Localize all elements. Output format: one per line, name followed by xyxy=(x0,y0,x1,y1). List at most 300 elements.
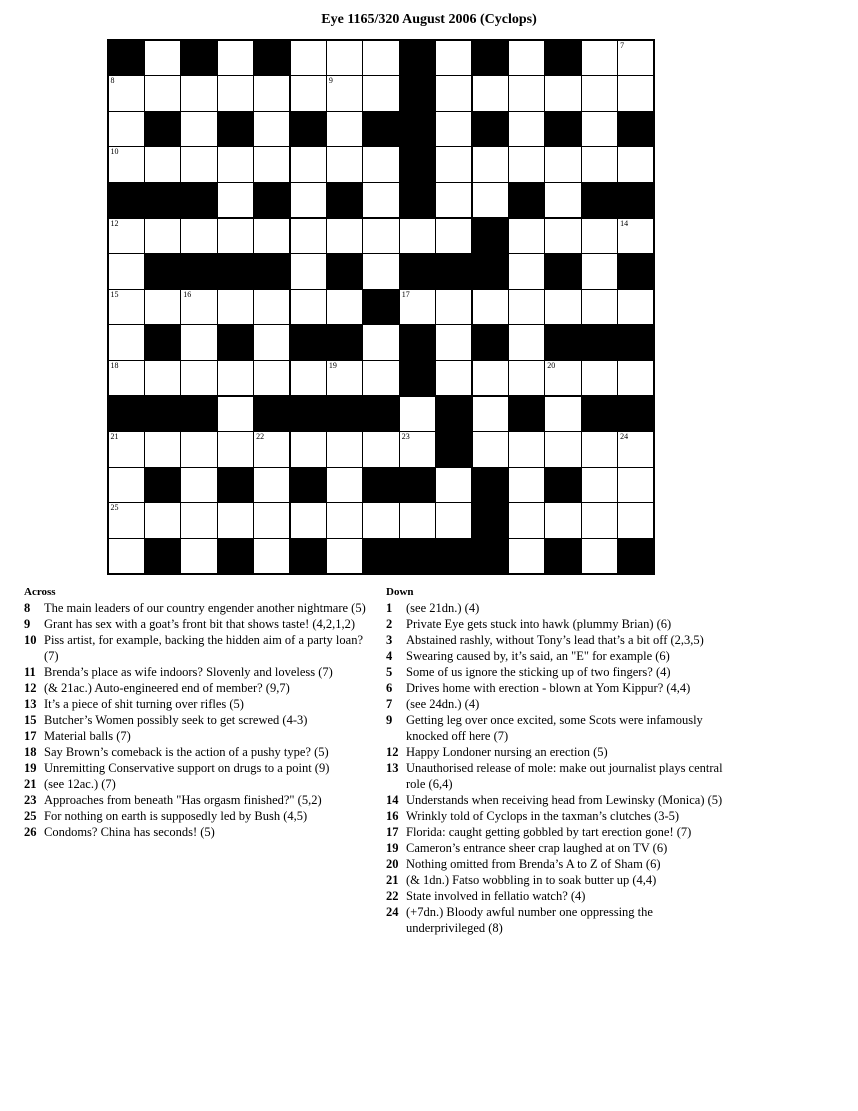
grid-cell[interactable] xyxy=(472,182,509,219)
clue-text: Butcher’s Women possibly seek to get screwed (4-3) xyxy=(44,713,308,727)
grid-cell[interactable] xyxy=(362,75,399,112)
clue-text: Unremitting Conservative support on drugs to a point (9) xyxy=(44,761,330,775)
clue-number: 6 xyxy=(386,681,393,695)
grid-cell[interactable] xyxy=(253,75,290,112)
grid-cell[interactable] xyxy=(508,289,545,326)
grid-cell[interactable] xyxy=(144,289,181,326)
grid-cell[interactable] xyxy=(362,431,399,468)
clue-text: Drives home with erection - blown at Yom Kippur? (4,4) xyxy=(406,681,691,695)
grid-cell[interactable] xyxy=(217,289,254,326)
grid-cell[interactable] xyxy=(617,431,654,468)
clue-number: 17 xyxy=(401,289,410,299)
grid-cell[interactable] xyxy=(581,111,618,148)
grid-cell[interactable] xyxy=(544,396,581,433)
grid-cell[interactable] xyxy=(544,146,581,183)
black-square xyxy=(108,182,145,219)
grid-cell[interactable] xyxy=(362,146,399,183)
grid-cell[interactable] xyxy=(144,431,181,468)
grid-cell[interactable] xyxy=(290,75,327,112)
grid-cell[interactable] xyxy=(326,538,363,575)
clue-text: Condoms? China has seconds! (5) xyxy=(44,825,215,839)
grid-cell[interactable] xyxy=(180,75,217,112)
grid-cell[interactable] xyxy=(399,396,436,433)
down-clues xyxy=(386,585,726,936)
grid-cell[interactable] xyxy=(435,467,472,504)
grid-cell[interactable] xyxy=(581,253,618,290)
clue-number: 19 xyxy=(24,761,37,775)
black-square xyxy=(544,467,581,504)
clue-number: 15 xyxy=(24,713,37,727)
black-square xyxy=(362,467,399,504)
grid-cell[interactable] xyxy=(326,40,363,77)
black-square xyxy=(435,538,472,575)
grid-cell[interactable] xyxy=(217,40,254,77)
clue-text: For nothing on earth is supposedly led by Bush (4,5) xyxy=(44,809,308,823)
grid-cell[interactable] xyxy=(581,218,618,255)
grid-cell[interactable] xyxy=(144,218,181,255)
black-square xyxy=(472,538,509,575)
black-square xyxy=(326,324,363,361)
across-clue xyxy=(24,776,366,792)
down-clue xyxy=(386,648,726,664)
clue-number: 7 xyxy=(620,40,625,50)
clue-text: Happy Londoner nursing an erection (5) xyxy=(406,745,608,759)
grid-cell[interactable] xyxy=(581,40,618,77)
clue-number: 20 xyxy=(386,857,399,871)
clue-number: 24 xyxy=(386,905,399,919)
across-clue xyxy=(24,616,366,632)
grid-cell[interactable] xyxy=(399,502,436,539)
black-square xyxy=(290,467,327,504)
across-clue xyxy=(24,632,366,664)
clue-text: Cameron’s entrance sheer crap laughed at on TV (6) xyxy=(406,841,668,855)
clue-text: (& 21ac.) Auto-engineered end of member? (9,7) xyxy=(44,681,290,695)
grid-cell[interactable] xyxy=(617,289,654,326)
grid-cell[interactable] xyxy=(581,360,618,397)
grid-cell[interactable] xyxy=(508,218,545,255)
clue-number: 25 xyxy=(24,809,37,823)
black-square xyxy=(435,396,472,433)
grid-cell[interactable] xyxy=(508,431,545,468)
black-square xyxy=(326,182,363,219)
clue-number: 12 xyxy=(386,745,399,759)
black-square xyxy=(144,324,181,361)
grid-cell[interactable] xyxy=(581,467,618,504)
clue-text: Florida: caught getting gobbled by tart erection gone! (7) xyxy=(406,825,692,839)
clue-number: 21 xyxy=(24,777,37,791)
grid-cell[interactable] xyxy=(472,289,509,326)
grid-cell[interactable] xyxy=(326,218,363,255)
clue-text: Understands when receiving head from Lewinsky (Monica) (5) xyxy=(406,793,723,807)
clue-number: 16 xyxy=(386,809,399,823)
grid-cell[interactable] xyxy=(581,538,618,575)
grid-cell[interactable] xyxy=(617,40,654,77)
clue-text: (+7dn.) Bloody awful number one oppressing the underprivileged (8) xyxy=(406,905,653,935)
grid-cell[interactable] xyxy=(362,360,399,397)
grid-cell[interactable] xyxy=(508,40,545,77)
black-square xyxy=(544,324,581,361)
clue-text: Material balls (7) xyxy=(44,729,131,743)
grid-cell[interactable] xyxy=(144,360,181,397)
grid-cell[interactable] xyxy=(290,146,327,183)
grid-cell[interactable] xyxy=(290,289,327,326)
grid-cell[interactable] xyxy=(508,75,545,112)
grid-cell[interactable] xyxy=(253,218,290,255)
grid-cell[interactable] xyxy=(435,360,472,397)
grid-cell[interactable] xyxy=(399,218,436,255)
black-square xyxy=(617,111,654,148)
down-clue xyxy=(386,760,726,792)
black-square xyxy=(108,40,145,77)
grid-cell[interactable] xyxy=(217,360,254,397)
black-square xyxy=(290,538,327,575)
black-square xyxy=(581,324,618,361)
black-square xyxy=(326,253,363,290)
clue-text: Piss artist, for example, backing the hidden aim of a party loan? (7) xyxy=(44,633,364,663)
grid-cell[interactable] xyxy=(544,218,581,255)
grid-cell[interactable] xyxy=(435,40,472,77)
grid-cell[interactable] xyxy=(217,431,254,468)
down-clue xyxy=(386,696,726,712)
black-square xyxy=(617,324,654,361)
grid-cell[interactable] xyxy=(362,218,399,255)
grid-cell[interactable] xyxy=(144,146,181,183)
puzzle-title: Eye 1165/320 August 2006 (Cyclops) xyxy=(321,12,537,27)
black-square xyxy=(399,40,436,77)
grid-cell[interactable] xyxy=(362,324,399,361)
black-square xyxy=(144,396,181,433)
down-clue xyxy=(386,840,726,856)
grid-cell[interactable] xyxy=(290,360,327,397)
grid-cell[interactable] xyxy=(290,253,327,290)
across-clue xyxy=(24,808,366,824)
black-square xyxy=(399,360,436,397)
black-square xyxy=(581,396,618,433)
black-square xyxy=(217,467,254,504)
clue-number: 13 xyxy=(386,761,399,775)
clue-number: 3 xyxy=(386,633,393,647)
across-clue xyxy=(24,600,366,616)
grid-cell[interactable] xyxy=(253,431,290,468)
black-square xyxy=(362,538,399,575)
black-square xyxy=(399,324,436,361)
grid-cell[interactable] xyxy=(217,75,254,112)
grid-cell[interactable] xyxy=(290,431,327,468)
clue-number: 15 xyxy=(110,289,119,299)
grid-cell[interactable] xyxy=(326,360,363,397)
clue-text: Say Brown’s comeback is the action of a pushy type? (5) xyxy=(44,745,329,759)
grid-cell[interactable] xyxy=(581,431,618,468)
grid-cell[interactable] xyxy=(108,324,145,361)
grid-cell[interactable] xyxy=(435,324,472,361)
grid-cell[interactable] xyxy=(435,111,472,148)
clue-text: Brenda’s place as wife indoors? Slovenly and loveless (7) xyxy=(44,665,333,679)
grid-cell[interactable] xyxy=(108,431,145,468)
clue-number: 12 xyxy=(24,681,37,695)
grid-cell[interactable] xyxy=(326,431,363,468)
clue-text: Grant has sex with a goat’s front bit that shows taste! (4,2,1,2) xyxy=(44,617,356,631)
grid-cell[interactable] xyxy=(180,467,217,504)
grid-cell[interactable] xyxy=(290,502,327,539)
grid-cell[interactable] xyxy=(399,289,436,326)
grid-cell[interactable] xyxy=(435,502,472,539)
grid-cell[interactable] xyxy=(253,289,290,326)
clue-number: 10 xyxy=(24,633,37,647)
grid-cell[interactable] xyxy=(180,146,217,183)
grid-cell[interactable] xyxy=(581,502,618,539)
clue-text: Nothing omitted from Brenda’s A to Z of Sham (6) xyxy=(406,857,661,871)
grid-cell[interactable] xyxy=(108,75,145,112)
down-clue xyxy=(386,824,726,840)
grid-cell[interactable] xyxy=(362,502,399,539)
grid-cell[interactable] xyxy=(326,289,363,326)
grid-cell[interactable] xyxy=(326,502,363,539)
grid-cell[interactable] xyxy=(217,146,254,183)
grid-cell[interactable] xyxy=(617,467,654,504)
grid-cell[interactable] xyxy=(290,40,327,77)
grid-cell[interactable] xyxy=(326,146,363,183)
grid-cell[interactable] xyxy=(108,360,145,397)
clue-number: 23 xyxy=(24,793,37,807)
clue-text: Getting leg over once excited, some Scots were infamously knocked off here (7) xyxy=(406,713,703,743)
clue-number: 9 xyxy=(386,713,393,727)
clue-number: 4 xyxy=(386,649,393,663)
grid-cell[interactable] xyxy=(217,182,254,219)
grid-cell[interactable] xyxy=(217,218,254,255)
grid-cell[interactable] xyxy=(508,467,545,504)
grid-cell[interactable] xyxy=(617,360,654,397)
grid-cell[interactable] xyxy=(362,40,399,77)
grid-cell[interactable] xyxy=(581,146,618,183)
grid-cell[interactable] xyxy=(108,289,145,326)
grid-cell[interactable] xyxy=(617,75,654,112)
clue-number: 5 xyxy=(386,665,393,679)
clue-number: 13 xyxy=(24,697,37,711)
across-clue xyxy=(24,792,366,808)
grid-cell[interactable] xyxy=(290,218,327,255)
clue-number: 22 xyxy=(256,432,265,442)
grid-cell[interactable] xyxy=(108,467,145,504)
clue-number: 24 xyxy=(620,432,629,442)
grid-cell[interactable] xyxy=(544,360,581,397)
clue-text: It’s a piece of shit turning over rifles (5) xyxy=(44,697,244,711)
clue-text: Unauthorised release of mole: make out journalist plays central role (6,4) xyxy=(406,761,723,791)
grid-cell[interactable] xyxy=(108,146,145,183)
crossword-grid xyxy=(107,39,655,575)
grid-cell[interactable] xyxy=(362,182,399,219)
clue-number: 8 xyxy=(24,601,31,615)
grid-cell[interactable] xyxy=(180,502,217,539)
black-square xyxy=(544,538,581,575)
black-square xyxy=(581,182,618,219)
grid-cell[interactable] xyxy=(508,502,545,539)
black-square xyxy=(180,40,217,77)
down-clue xyxy=(386,792,726,808)
grid-cell[interactable] xyxy=(253,111,290,148)
grid-cell[interactable] xyxy=(435,289,472,326)
clue-number: 26 xyxy=(24,825,37,839)
black-square xyxy=(290,111,327,148)
across-clue xyxy=(24,744,366,760)
grid-cell[interactable] xyxy=(617,502,654,539)
clue-number: 19 xyxy=(386,841,399,855)
black-square xyxy=(144,253,181,290)
black-square xyxy=(180,253,217,290)
grid-cell[interactable] xyxy=(253,146,290,183)
grid-cell[interactable] xyxy=(508,360,545,397)
clue-number: 17 xyxy=(386,825,399,839)
clue-text: The main leaders of our country engender another nightmare (5) xyxy=(44,601,366,615)
clue-number: 10 xyxy=(110,147,119,157)
grid-cell[interactable] xyxy=(253,502,290,539)
down-clue xyxy=(386,872,726,888)
grid-cell[interactable] xyxy=(180,111,217,148)
down-heading: Down xyxy=(386,586,414,598)
clue-text: State involved in fellatio watch? (4) xyxy=(406,889,586,903)
grid-cell[interactable] xyxy=(180,431,217,468)
grid-cell[interactable] xyxy=(435,146,472,183)
black-square xyxy=(290,396,327,433)
clue-text: Some of us ignore the sticking up of two fingers? (4) xyxy=(406,665,671,679)
black-square xyxy=(472,253,509,290)
black-square xyxy=(217,253,254,290)
grid-cell[interactable] xyxy=(544,502,581,539)
black-square xyxy=(253,182,290,219)
down-clue xyxy=(386,600,726,616)
grid-cell[interactable] xyxy=(581,75,618,112)
grid-cell[interactable] xyxy=(180,218,217,255)
grid-cell[interactable] xyxy=(108,502,145,539)
grid-cell[interactable] xyxy=(435,75,472,112)
grid-cell[interactable] xyxy=(253,324,290,361)
clue-text: (see 24dn.) (4) xyxy=(406,697,480,711)
grid-cell[interactable] xyxy=(472,396,509,433)
black-square xyxy=(617,182,654,219)
down-clue xyxy=(386,680,726,696)
black-square xyxy=(435,253,472,290)
clue-number: 11 xyxy=(24,665,36,679)
black-square xyxy=(544,111,581,148)
across-clue xyxy=(24,824,366,840)
grid-cell[interactable] xyxy=(399,431,436,468)
grid-cell[interactable] xyxy=(472,146,509,183)
black-square xyxy=(144,467,181,504)
down-clue xyxy=(386,888,726,904)
grid-cell[interactable] xyxy=(144,40,181,77)
clue-number: 22 xyxy=(386,889,399,903)
grid-cell[interactable] xyxy=(253,360,290,397)
clue-number: 9 xyxy=(24,617,31,631)
grid-cell[interactable] xyxy=(581,289,618,326)
down-clue xyxy=(386,616,726,632)
black-square xyxy=(180,182,217,219)
grid-cell[interactable] xyxy=(472,431,509,468)
clue-number: 25 xyxy=(110,503,119,513)
grid-cell[interactable] xyxy=(253,538,290,575)
black-square xyxy=(472,40,509,77)
grid-cell[interactable] xyxy=(617,218,654,255)
across-clue xyxy=(24,712,366,728)
black-square xyxy=(544,253,581,290)
grid-cell[interactable] xyxy=(435,218,472,255)
grid-cell[interactable] xyxy=(217,396,254,433)
black-square xyxy=(617,538,654,575)
grid-cell[interactable] xyxy=(180,360,217,397)
down-clue xyxy=(386,808,726,824)
grid-cell[interactable] xyxy=(180,289,217,326)
clue-number: 16 xyxy=(183,289,192,299)
across-clue xyxy=(24,728,366,744)
grid-cell[interactable] xyxy=(326,75,363,112)
clue-text: (see 21dn.) (4) xyxy=(406,601,480,615)
black-square xyxy=(217,538,254,575)
grid-cell[interactable] xyxy=(180,538,217,575)
clue-text: Abstained rashly, without Tony’s lead that’s a bit off (2,3,5) xyxy=(406,633,704,647)
grid-cell[interactable] xyxy=(508,324,545,361)
clue-text: Swearing caused by, it’s said, an "E" for example (6) xyxy=(406,649,670,663)
grid-cell[interactable] xyxy=(108,538,145,575)
grid-cell[interactable] xyxy=(108,111,145,148)
black-square xyxy=(617,253,654,290)
grid-cell[interactable] xyxy=(144,502,181,539)
black-square xyxy=(399,538,436,575)
black-square xyxy=(290,324,327,361)
across-clue xyxy=(24,664,366,680)
grid-cell[interactable] xyxy=(253,467,290,504)
black-square xyxy=(472,218,509,255)
clue-number: 14 xyxy=(386,793,399,807)
clue-number: 7 xyxy=(386,697,393,711)
grid-cell[interactable] xyxy=(617,146,654,183)
clue-number: 9 xyxy=(328,76,333,86)
grid-cell[interactable] xyxy=(508,253,545,290)
grid-cell[interactable] xyxy=(144,75,181,112)
grid-cell[interactable] xyxy=(326,467,363,504)
grid-cell[interactable] xyxy=(108,218,145,255)
across-clues xyxy=(24,585,366,840)
grid-cell[interactable] xyxy=(217,502,254,539)
black-square xyxy=(472,502,509,539)
grid-cell[interactable] xyxy=(290,182,327,219)
grid-cell[interactable] xyxy=(326,111,363,148)
black-square xyxy=(399,75,436,112)
black-square xyxy=(508,396,545,433)
black-square xyxy=(180,396,217,433)
grid-cell[interactable] xyxy=(544,182,581,219)
clue-number: 17 xyxy=(24,729,37,743)
grid-cell[interactable] xyxy=(508,146,545,183)
clue-number: 23 xyxy=(401,432,410,442)
black-square xyxy=(435,431,472,468)
grid-cell[interactable] xyxy=(508,111,545,148)
grid-cell[interactable] xyxy=(435,182,472,219)
down-clue xyxy=(386,632,726,648)
grid-cell[interactable] xyxy=(508,538,545,575)
down-clue xyxy=(386,904,726,936)
clue-text: (see 12ac.) (7) xyxy=(44,777,116,791)
grid-cell[interactable] xyxy=(544,75,581,112)
grid-cell[interactable] xyxy=(180,324,217,361)
clue-number: 8 xyxy=(110,76,115,86)
grid-cell[interactable] xyxy=(544,431,581,468)
grid-cell[interactable] xyxy=(472,75,509,112)
grid-cell[interactable] xyxy=(362,253,399,290)
grid-cell[interactable] xyxy=(472,360,509,397)
grid-cell[interactable] xyxy=(108,253,145,290)
clue-number: 21 xyxy=(386,873,399,887)
clue-text: Private Eye gets stuck into hawk (plummy Brian) (6) xyxy=(406,617,672,631)
grid-cell[interactable] xyxy=(544,289,581,326)
